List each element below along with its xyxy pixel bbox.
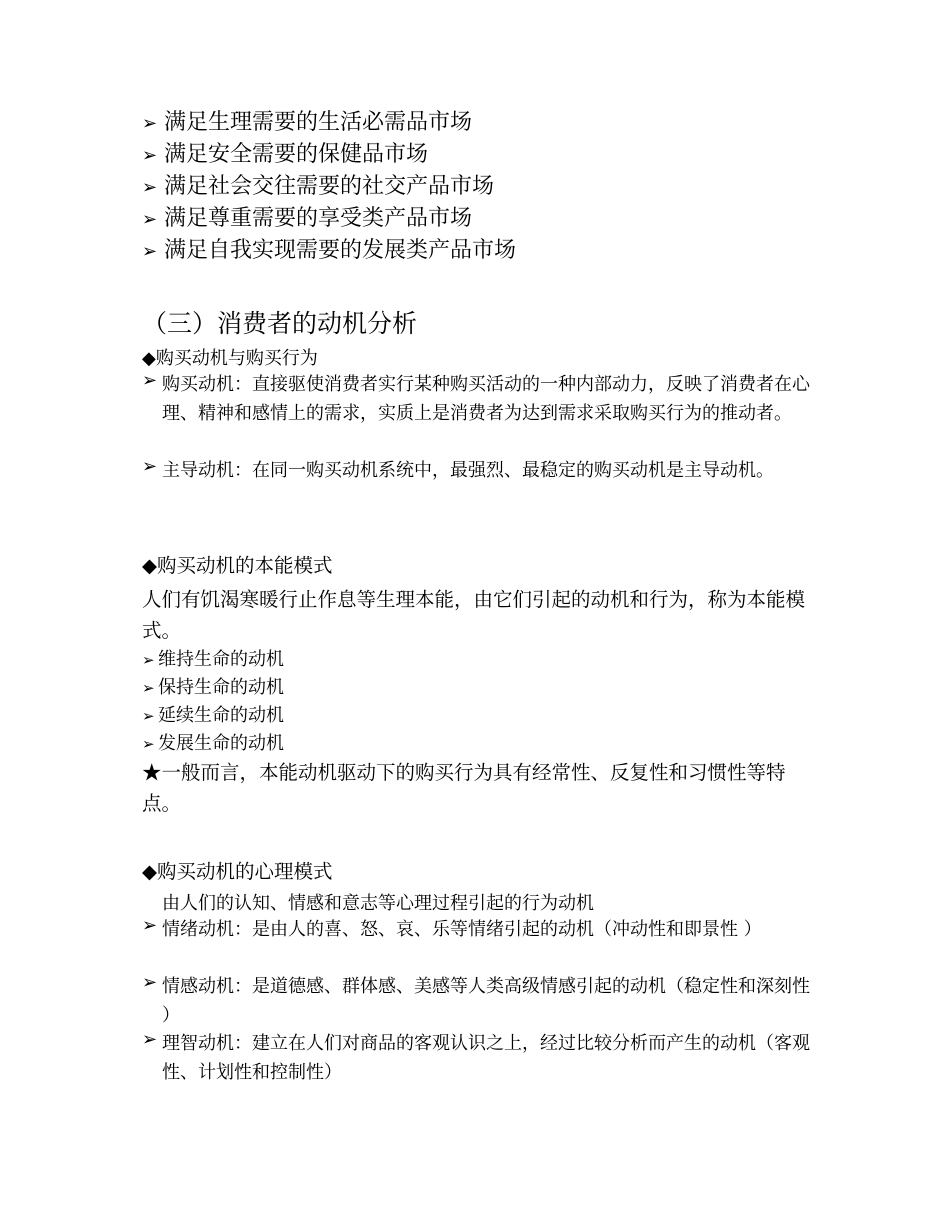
list-item xyxy=(142,105,472,136)
note-text: ★一般而言，本能动机驱动下的购买行为具有经常性、反复性和习惯性等特点。 xyxy=(142,761,786,815)
list-item-text: 满足自我实现需要的发展类产品市场 xyxy=(164,238,517,263)
arrow-bullet-icon: ➢ xyxy=(142,209,158,230)
list-item-text: 延续生命的动机 xyxy=(158,705,284,726)
list-item xyxy=(142,201,472,232)
arrow-bullet-icon: ➢ xyxy=(142,1029,158,1050)
block-intro: 人们有饥渴寒暖行止作息等生理本能，由它们引起的动机和行为，称为本能模式。 xyxy=(142,588,806,642)
block-title: ◆购买动机与购买行为 xyxy=(142,348,318,369)
list-item xyxy=(142,673,284,699)
arrow-bullet-icon: ➢ xyxy=(142,113,158,134)
diamond-bullet-icon: ◆ xyxy=(142,554,157,577)
diamond-bullet-icon: ◆ xyxy=(142,860,157,883)
list-item-text: 维持生命的动机 xyxy=(158,649,284,670)
arrow-bullet-icon: ➢ xyxy=(142,679,155,697)
list-item-text: 理智动机：建立在人们对商品的客观认识之上，经过比较分析而产生的动机（客观性、计划性和控制性） xyxy=(162,1033,810,1083)
list-item-text: 情感动机：是道德感、群体感、美感等人类高级情感引起的动机（稳定性和深刻性 ） xyxy=(162,976,810,1026)
list-item-text: 情绪动机：是由人的喜、怒、哀、乐等情绪引起的动机（冲动性和即景性 ） xyxy=(162,919,762,940)
arrow-bullet-icon: ➢ xyxy=(142,735,155,753)
list-item xyxy=(142,233,516,264)
list-item xyxy=(142,701,284,727)
list-item-text: 保持生命的动机 xyxy=(158,677,284,698)
arrow-bullet-icon: ➢ xyxy=(142,177,158,198)
arrow-bullet-icon: ➢ xyxy=(142,241,158,262)
list-item xyxy=(142,729,284,755)
list-item xyxy=(142,972,822,1030)
arrow-bullet-icon: ➢ xyxy=(142,915,158,936)
list-item xyxy=(142,915,822,944)
list-item-text: 满足社会交往需要的社交产品市场 xyxy=(164,174,495,199)
list-item xyxy=(142,370,822,428)
arrow-bullet-icon: ➢ xyxy=(142,651,155,669)
list-item xyxy=(142,137,428,168)
arrow-bullet-icon: ➢ xyxy=(142,972,158,993)
list-item-text: 发展生命的动机 xyxy=(158,733,284,754)
list-item xyxy=(142,169,494,200)
list-item-text: 满足尊重需要的享受类产品市场 xyxy=(164,206,473,231)
list-item xyxy=(142,1029,822,1087)
block-title: ◆购买动机的本能模式 xyxy=(142,554,333,577)
arrow-bullet-icon: ➢ xyxy=(142,456,158,477)
diamond-bullet-icon: ◆ xyxy=(142,348,156,369)
arrow-bullet-icon: ➢ xyxy=(142,707,155,725)
star-bullet-icon: ★ xyxy=(142,761,162,784)
list-item-text: 满足生理需要的生活必需品市场 xyxy=(164,110,473,135)
list-item-text: 满足安全需要的保健品市场 xyxy=(164,142,429,167)
list-item xyxy=(142,456,822,485)
section-heading: （三）消费者的动机分析 xyxy=(142,309,418,338)
block-intro: 由人们的认知、情感和意志等心理过程引起的行为动机 xyxy=(162,893,594,914)
list-item-text: 主导动机：在同一购买动机系统中，最强烈、最稳定的购买动机是主导动机。 xyxy=(162,460,774,481)
arrow-bullet-icon: ➢ xyxy=(142,145,158,166)
list-item-text: 购买动机：直接驱使消费者实行某种购买活动的一种内部动力，反映了消费者在心理、精神和感情上的需求，实质上是消费者为达到需求采取购买行为的推动者。 xyxy=(162,374,810,424)
list-item xyxy=(142,645,284,671)
block-title: ◆购买动机的心理模式 xyxy=(142,860,333,883)
arrow-bullet-icon: ➢ xyxy=(142,370,158,391)
